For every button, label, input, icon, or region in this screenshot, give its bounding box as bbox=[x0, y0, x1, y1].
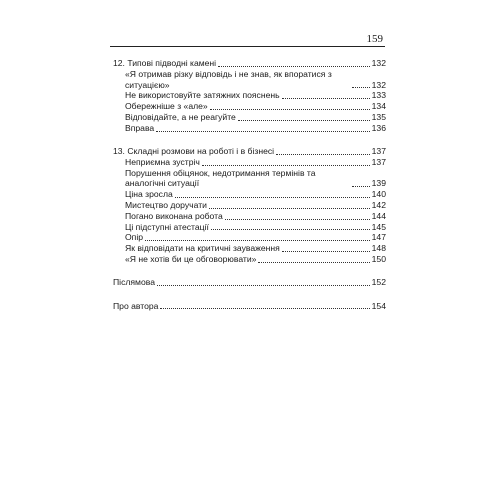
toc-entry[interactable] bbox=[113, 189, 386, 200]
page-number: 159 bbox=[366, 33, 383, 45]
toc-entry-title: 13. Складні розмови на роботі і в бізнесі bbox=[113, 146, 275, 157]
toc-entry-page: 152 bbox=[371, 277, 386, 288]
toc-leader-dots bbox=[352, 186, 370, 187]
toc-entry-page: 140 bbox=[371, 189, 386, 200]
toc-leader-dots bbox=[282, 98, 370, 99]
toc-leader-dots bbox=[145, 240, 370, 241]
toc-entry-title: Порушення обіцянок, недотримання термінів та аналогічні ситуації bbox=[125, 167, 316, 189]
toc-entry-title: Обережніше з «але» bbox=[125, 101, 208, 112]
table-of-contents bbox=[113, 58, 386, 324]
toc-entry[interactable] bbox=[113, 112, 386, 123]
toc-entry-page: 154 bbox=[371, 300, 386, 311]
toc-entry-title: «Я не хотів би це обговорювати» bbox=[125, 254, 257, 265]
toc-entry-page: 135 bbox=[371, 111, 386, 122]
toc-entry[interactable] bbox=[113, 211, 386, 222]
toc-leader-dots bbox=[210, 109, 370, 110]
toc-entry[interactable] bbox=[113, 254, 386, 265]
toc-leader-dots bbox=[202, 165, 370, 166]
toc-entry[interactable] bbox=[113, 168, 386, 190]
toc-chapter-entry[interactable] bbox=[113, 58, 386, 69]
toc-leader-dots bbox=[282, 251, 370, 252]
toc-entry-page: 145 bbox=[371, 221, 386, 232]
toc-leader-dots bbox=[156, 131, 369, 132]
toc-entry-title: Про автора bbox=[113, 300, 159, 311]
toc-entry-page: 137 bbox=[371, 156, 386, 167]
toc-entry[interactable] bbox=[113, 101, 386, 112]
toc-section-afterword bbox=[113, 277, 386, 288]
toc-entry-title: Погано виконана робота bbox=[125, 210, 223, 221]
toc-leader-dots bbox=[218, 66, 370, 67]
toc-leader-dots bbox=[157, 285, 370, 286]
toc-entry-title: Опір bbox=[125, 232, 144, 243]
toc-chapter-entry[interactable] bbox=[113, 301, 386, 312]
toc-leader-dots bbox=[175, 197, 370, 198]
toc-leader-dots bbox=[225, 219, 370, 220]
toc-section-about bbox=[113, 301, 386, 312]
toc-entry-title: 12. Типові підводні камені bbox=[113, 58, 217, 68]
toc-chapter-entry[interactable] bbox=[113, 277, 386, 288]
header-rule bbox=[110, 46, 385, 47]
toc-entry[interactable] bbox=[113, 69, 386, 91]
toc-entry-page: 134 bbox=[371, 101, 386, 112]
toc-entry-page: 142 bbox=[371, 200, 386, 211]
toc-leader-dots bbox=[276, 154, 370, 155]
toc-entry-title: Як відповідати на критичні зауваження bbox=[125, 243, 280, 254]
toc-leader-dots bbox=[211, 229, 370, 230]
toc-section-12 bbox=[113, 58, 386, 134]
toc-entry-title: «Я отримав різку відповідь і не знав, як впоратися з ситуацією» bbox=[125, 68, 332, 90]
toc-entry[interactable] bbox=[113, 232, 386, 243]
toc-entry-page: 133 bbox=[371, 90, 386, 101]
toc-leader-dots bbox=[160, 308, 369, 309]
toc-entry-title: Не використовуйте затяжних пояснень bbox=[125, 90, 280, 101]
toc-entry-page: 132 bbox=[371, 79, 386, 90]
toc-leader-dots bbox=[209, 208, 370, 209]
toc-entry-page: 137 bbox=[371, 146, 386, 157]
toc-entry-title: Неприємна зустріч bbox=[125, 156, 200, 167]
toc-section-13 bbox=[113, 146, 386, 265]
toc-entry-page: 136 bbox=[371, 122, 386, 133]
toc-entry[interactable] bbox=[113, 222, 386, 233]
toc-entry-page: 132 bbox=[371, 58, 386, 68]
toc-leader-dots bbox=[258, 262, 369, 263]
toc-entry[interactable] bbox=[113, 200, 386, 211]
toc-entry-title: Ці підступні атестації bbox=[125, 221, 209, 232]
toc-entry-title: Ціна зросла bbox=[125, 189, 173, 200]
toc-entry-page: 150 bbox=[371, 254, 386, 265]
toc-entry-title: Післямова bbox=[113, 277, 155, 288]
toc-chapter-entry[interactable] bbox=[113, 146, 386, 157]
toc-leader-dots bbox=[352, 87, 370, 88]
toc-leader-dots bbox=[238, 120, 370, 121]
toc-entry[interactable] bbox=[113, 243, 386, 254]
toc-entry-page: 144 bbox=[371, 210, 386, 221]
toc-entry-title: Вправа bbox=[125, 122, 155, 133]
toc-entry-page: 139 bbox=[371, 178, 386, 189]
toc-entry[interactable] bbox=[113, 123, 386, 134]
toc-entry-page: 147 bbox=[371, 232, 386, 243]
toc-entry-title: Мистецтво доручати bbox=[125, 200, 207, 211]
toc-entry-page: 148 bbox=[371, 243, 386, 254]
toc-entry[interactable] bbox=[113, 157, 386, 168]
toc-entry-title: Відповідайте, а не реагуйте bbox=[125, 111, 236, 122]
toc-entry[interactable] bbox=[113, 90, 386, 101]
